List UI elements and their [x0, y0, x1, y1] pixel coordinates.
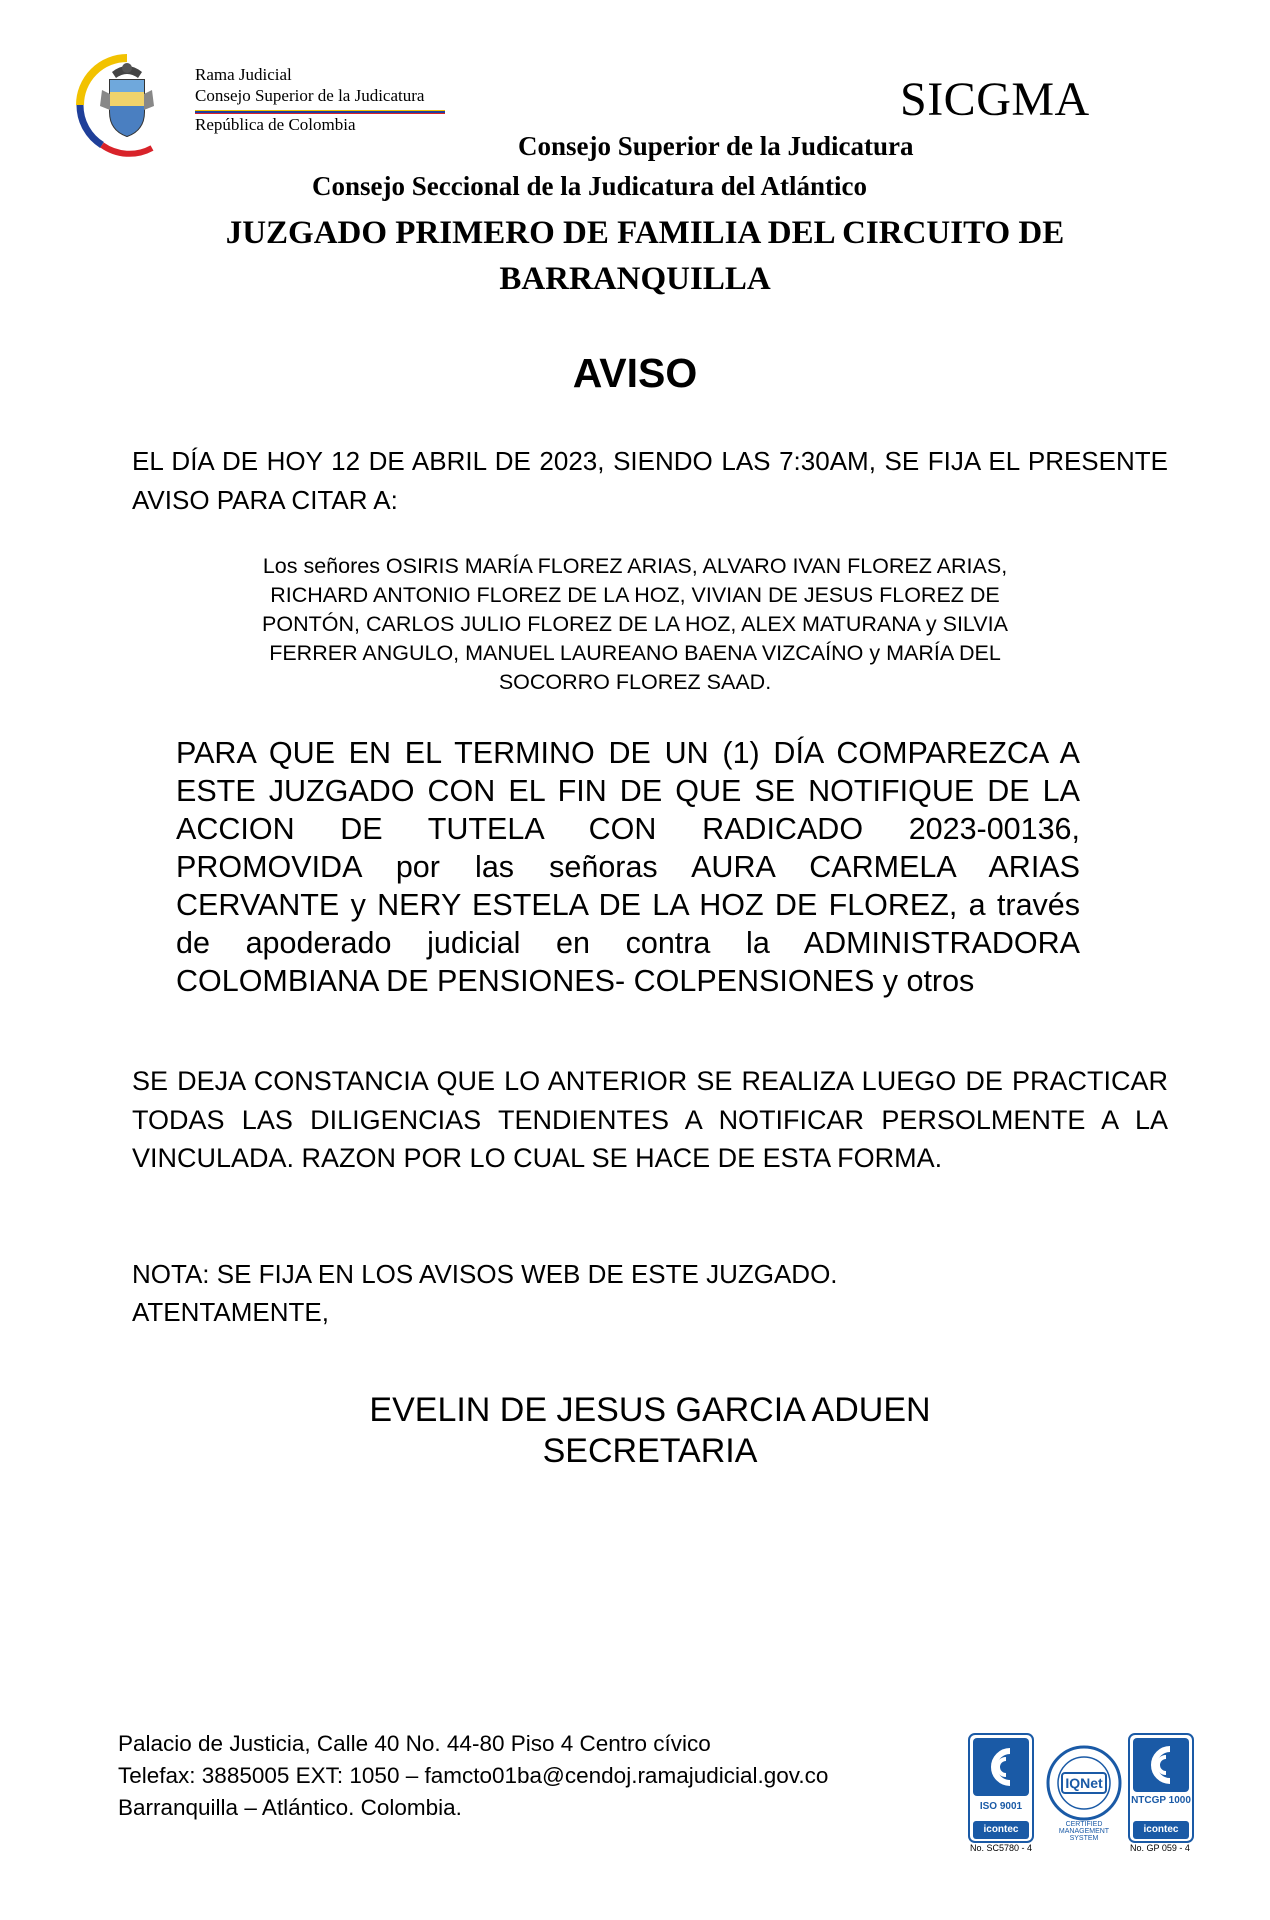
footer-address-line: Palacio de Justicia, Calle 40 No. 44-80 Piso 4 Centro cívico: [118, 1731, 711, 1756]
footer-city-line: Barranquilla – Atlántico. Colombia.: [118, 1795, 462, 1820]
cited-persons-line: FERRER ANGULO, MANUEL LAUREANO BAENA VIZCAÍNO y MARÍA DEL: [269, 641, 1001, 665]
badge-brand: icontec: [1143, 1824, 1179, 1835]
summons-text-last: COLOMBIANA DE PENSIONES- COLPENSIONES y otros: [176, 964, 975, 998]
cited-persons-line: Los señores OSIRIS MARÍA FLOREZ ARIAS, ALVARO IVAN FLOREZ ARIAS,: [262, 554, 1008, 578]
closing-text: ATENTAMENTE,: [132, 1297, 329, 1327]
sectional-heading: Consejo Seccional de la Judicatura del Atlántico: [312, 171, 867, 201]
cited-persons-line: PONTÓN, CARLOS JULIO FLOREZ DE LA HOZ, ALEX MATURANA y SILVIA: [262, 612, 1008, 636]
council-heading: Consejo Superior de la Judicatura: [518, 131, 914, 161]
badge-ring-text: CERTIFIED MANAGEMENT SYSTEM: [1058, 1821, 1110, 1842]
cited-persons: [185, 552, 1085, 697]
court-heading: [0, 210, 1270, 302]
cited-persons-line: SOCORRO FLOREZ SAAD.: [498, 670, 772, 694]
coat-of-arms-icon: [72, 50, 182, 160]
badge-label: ISO 9001: [979, 1801, 1023, 1812]
iso-9001-badge: [968, 1733, 1034, 1845]
system-label: SICGMA: [900, 73, 1090, 126]
footer-address: [118, 1728, 828, 1824]
logo-caption: [195, 64, 424, 135]
rama-judicial-logo: [72, 50, 182, 160]
iqnet-badge: [1044, 1733, 1124, 1845]
logo-caption-line: Rama Judicial: [195, 65, 292, 84]
ntcgp-1000-badge: [1128, 1733, 1194, 1845]
signer-name: EVELIN DE JESUS GARCIA ADUEN: [369, 1391, 931, 1429]
intro-paragraph: EL DÍA DE HOY 12 DE ABRIL DE 2023, SIENDO LAS 7:30AM, SE FIJA EL PRESENTE AVISO PARA CITAR A:: [132, 446, 1168, 515]
cited-persons-line: RICHARD ANTONIO FLOREZ DE LA HOZ, VIVIAN DE JESUS FLOREZ DE: [270, 583, 1000, 607]
badge-number: No. SC5780 - 4: [970, 1843, 1033, 1853]
logo-caption-line: República de Colombia: [195, 115, 356, 134]
footer-contact-line: Telefax: 3885005 EXT: 1050 – famcto01ba@cendoj.ramajudicial.gov.co: [118, 1763, 829, 1788]
signature-block: [0, 1390, 1270, 1472]
logo-caption-line: Consejo Superior de la Judicatura: [195, 86, 425, 105]
page-title: AVISO: [572, 350, 698, 396]
record-paragraph: SE DEJA CONSTANCIA QUE LO ANTERIOR SE REALIZA LUEGO DE PRACTICAR TODAS LAS DILIGENCIAS TENDIENTES A NOTIFICAR PERSOLMENTE A LA VINCULADA. RAZON POR LO CUAL SE HACE DE ESTA FORMA.: [132, 1066, 1168, 1173]
note-block: [132, 1255, 838, 1331]
court-heading-line1: JUZGADO PRIMERO DE FAMILIA DEL CIRCUITO DE: [225, 215, 1065, 251]
summons-text: PARA QUE EN EL TERMINO DE UN (1) DÍA COMPAREZCA A ESTE JUZGADO CON EL FIN DE QUE SE NOTIFIQUE DE LA ACCION DE TUTELA CON RADICADO 2023-00136, PROMOVIDA por las señoras AURA CARMELA ARIAS CERVANTE y NERY ESTELA DE LA HOZ DE FLOREZ, a través de apoderado judicial en contra la ADMINISTRADORA: [176, 736, 1080, 960]
badge-brand: icontec: [983, 1824, 1019, 1835]
badge-number: No. GP 059 - 4: [1130, 1843, 1190, 1853]
badge-label: NTCGP 1000: [1131, 1795, 1191, 1806]
note-text: NOTA: SE FIJA EN LOS AVISOS WEB DE ESTE JUZGADO.: [132, 1259, 838, 1289]
badge-label: IQNet: [1065, 1775, 1103, 1791]
tricolor-rule: [195, 110, 445, 114]
signer-role: SECRETARIA: [542, 1432, 758, 1470]
summons-paragraph: [176, 734, 1080, 1000]
court-heading-line2: BARRANQUILLA: [499, 261, 771, 297]
